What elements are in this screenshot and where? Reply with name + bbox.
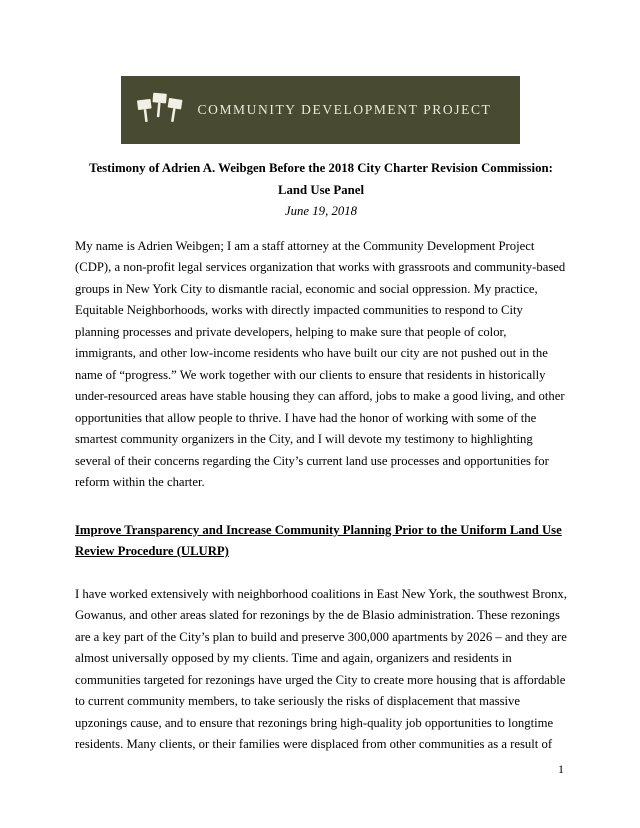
section-heading-ulurp: Improve Transparency and Increase Community Planning Prior to the Uniform Land Use Review Procedure (ULURP) (75, 522, 562, 558)
document-date: June 19, 2018 (284, 204, 358, 218)
paragraph-rezonings: I have worked extensively with neighborhood coalitions in East New York, the southwest Bronx, Gowanus, and other areas slated for rezonings by the de Blasio administration. These rezonings are a key part of the City’s plan to build and preserve 300,000 apartments by 2026 – and they are almost universally opposed by my clients. Time and again, organizers and residents in communities targeted for rezonings have urged the City to create more housing that is affordable to current community members, to take seriously the risks of displacement that massive upzonings cause, and to ensure that rezonings bring high-quality job opportunities to longtime residents. Many clients, or their families were displaced from other communities as a result of (75, 586, 567, 751)
document-title-line2: Land Use Panel (277, 182, 365, 197)
picket-signs-icon (136, 89, 184, 131)
logo-text: COMMUNITY DEVELOPMENT PROJECT (197, 102, 492, 117)
document-title (75, 158, 567, 201)
page-number: 1 (558, 762, 564, 776)
cdp-logo-banner (121, 76, 520, 144)
document-title-line1: Testimony of Adrien A. Weibgen Before the 2018 City Charter Revision Commission: (89, 161, 553, 175)
paragraph-intro: My name is Adrien Weibgen; I am a staff attorney at the Community Development Project (CDP), a non-profit legal services organization that works with grassroots and community-based groups in New York City to dismantle racial, economic and social oppression. My practice, Equitable Neighborhoods, works with directly impacted communities to respond to City planning processes and private developers, helping to make sure that people of color, immigrants, and other low-income residents who have built our city are not pushed out in the name of “progress.” We work together with our clients to ensure that residents in historically under-resourced areas have stable housing they can afford, jobs to make a good living, and other opportunities that allow people to thrive. I have had the honor of working with some of the smartest community organizers in the City, and I will devote my testimony to highlighting several of their concerns regarding the City’s current land use processes and opportunities for reform within the charter. (75, 238, 566, 489)
